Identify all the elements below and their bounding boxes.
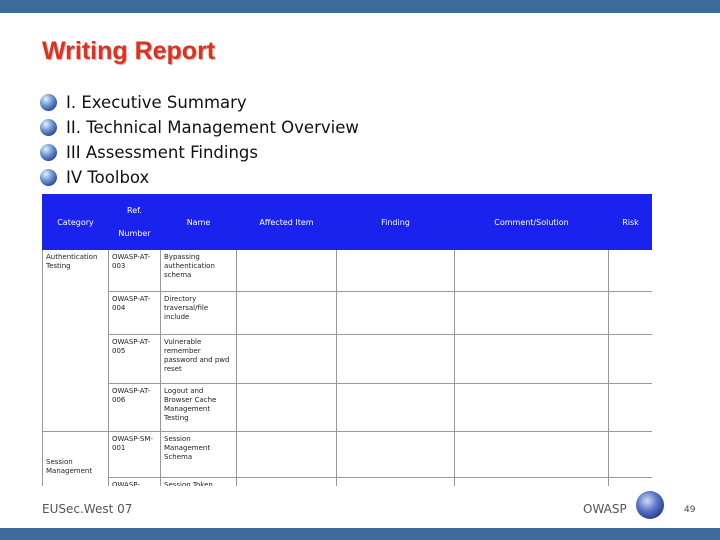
slide-title: Writing Report — [42, 37, 216, 65]
header-ref-number: Ref. Number — [109, 195, 161, 250]
footer-event-label: EUSec.West 07 — [42, 502, 133, 516]
comment-cell — [455, 292, 609, 335]
risk-cell — [609, 250, 653, 292]
table-row — [43, 292, 653, 335]
ref-cell: OWASP-SM-001 — [109, 432, 161, 478]
bullet-sphere-icon — [40, 169, 57, 186]
table-header-row — [43, 195, 653, 250]
header-affected-item: Affected Item — [237, 195, 337, 250]
finding-cell — [337, 384, 455, 432]
category-cell: Authentication Testing — [43, 250, 109, 432]
findings-table — [42, 194, 652, 486]
affected-cell — [237, 292, 337, 335]
category-cell: Session Management — [43, 432, 109, 487]
affected-cell — [237, 478, 337, 487]
affected-cell — [237, 250, 337, 292]
bullet-item: II. Technical Management Overview — [40, 115, 359, 140]
owasp-logo-icon — [636, 491, 664, 519]
ref-cell: OWASP-AT-006 — [109, 384, 161, 432]
top-bar — [0, 0, 720, 13]
bullet-sphere-icon — [40, 144, 57, 161]
table-row — [43, 250, 653, 292]
table-row — [43, 335, 653, 384]
bullet-sphere-icon — [40, 94, 57, 111]
header-comment-solution: Comment/Solution — [455, 195, 609, 250]
ref-cell: OWASP- — [109, 478, 161, 487]
risk-cell — [609, 478, 653, 487]
name-cell: Logout and Browser Cache Management Testing — [161, 384, 237, 432]
risk-cell — [609, 292, 653, 335]
bullet-item: IV Toolbox — [40, 165, 359, 190]
affected-cell — [237, 335, 337, 384]
header-name: Name — [161, 195, 237, 250]
header-finding: Finding — [337, 195, 455, 250]
bullet-item: III Assessment Findings — [40, 140, 359, 165]
comment-cell — [455, 384, 609, 432]
name-cell: Bypassing authentication schema — [161, 250, 237, 292]
name-cell: Directory traversal/file include — [161, 292, 237, 335]
finding-cell — [337, 335, 455, 384]
table-row — [43, 432, 653, 478]
name-cell: Session Token — [161, 478, 237, 487]
comment-cell — [455, 250, 609, 292]
name-cell: Session Management Schema — [161, 432, 237, 478]
finding-cell — [337, 432, 455, 478]
affected-cell — [237, 384, 337, 432]
bullet-sphere-icon — [40, 119, 57, 136]
risk-cell — [609, 432, 653, 478]
ref-cell: OWASP-AT-003 — [109, 250, 161, 292]
footer-brand: OWASP — [583, 502, 627, 516]
table-row — [43, 478, 653, 487]
name-cell: Vulnerable remember password and pwd reset — [161, 335, 237, 384]
comment-cell — [455, 432, 609, 478]
finding-cell — [337, 292, 455, 335]
header-category: Category — [43, 195, 109, 250]
bullet-item: I. Executive Summary — [40, 90, 359, 115]
comment-cell — [455, 478, 609, 487]
risk-cell — [609, 335, 653, 384]
finding-cell — [337, 478, 455, 487]
comment-cell — [455, 335, 609, 384]
bottom-bar — [0, 528, 720, 540]
table-row — [43, 384, 653, 432]
affected-cell — [237, 432, 337, 478]
page-number: 49 — [684, 505, 696, 515]
header-risk: Risk — [609, 195, 653, 250]
bullet-list — [40, 90, 359, 190]
ref-cell: OWASP-AT-004 — [109, 292, 161, 335]
finding-cell — [337, 250, 455, 292]
findings-table-container — [42, 194, 652, 486]
ref-cell: OWASP-AT-005 — [109, 335, 161, 384]
risk-cell — [609, 384, 653, 432]
